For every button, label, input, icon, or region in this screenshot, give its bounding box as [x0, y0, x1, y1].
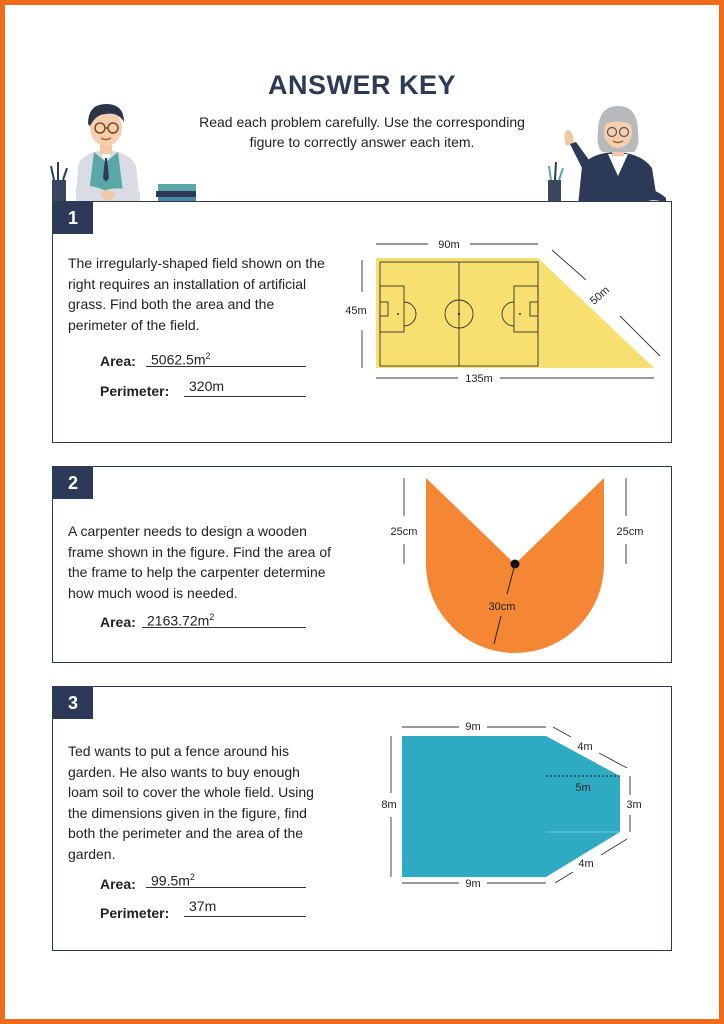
garden-inner-dimension: 5m — [575, 782, 591, 794]
problem-1-area-value: 5062.5m — [151, 351, 206, 368]
garden-figure — [375, 715, 665, 895]
problem-1-perimeter-answer: 320m — [184, 378, 306, 397]
problem-3-perimeter-label: Perimeter: — [100, 905, 170, 921]
instructions: Read each problem carefully. Use the corresponding figure to correctly answer each item. — [199, 114, 525, 150]
problem-3-area-value: 99.5m — [151, 872, 190, 889]
problem-3-area-label: Area: — [100, 876, 136, 892]
problem-2-number: 2 — [53, 467, 93, 499]
problem-3-perimeter-answer: 37m — [184, 898, 306, 917]
problem-1-number: 1 — [53, 202, 93, 234]
frame-right-dimension: 25cm — [616, 526, 644, 538]
problem-2-area-answer — [142, 609, 306, 628]
wooden-frame-figure — [380, 470, 660, 660]
field-slant-dimension: 50m — [588, 284, 612, 308]
problem-3-area-exponent: 2 — [189, 872, 195, 882]
teacher-man-illustration — [48, 96, 198, 206]
garden-left-dimension: 8m — [381, 799, 397, 811]
field-top-dimension: 90m — [438, 239, 460, 251]
problem-3-area-answer — [146, 869, 306, 888]
problem-2-area-label: Area: — [100, 614, 136, 630]
frame-left-dimension: 25cm — [390, 526, 418, 538]
problem-1-text: The irregularly-shaped field shown on the right requires an installation of artificial grass. Find both the area and the perimeter of the field. — [68, 255, 325, 333]
problem-2-text: A carpenter needs to design a wooden frame shown in the figure. Find the area of the frame to help the carpenter determine how much wood is needed. — [68, 523, 332, 601]
frame-diameter-dimension: 30cm — [488, 601, 516, 613]
problem-2-area-exponent: 2 — [209, 612, 215, 622]
soccer-field-figure — [340, 230, 670, 390]
teacher-woman-illustration — [548, 102, 672, 208]
garden-bottom-dimension: 9m — [465, 878, 481, 890]
garden-right-dimension: 3m — [626, 799, 642, 811]
garden-lower-slant-dimension: 4m — [578, 858, 594, 870]
garden-top-dimension: 9m — [465, 721, 481, 733]
page-title: ANSWER KEY — [267, 70, 456, 100]
problem-1-perimeter-label: Perimeter: — [100, 383, 170, 399]
problem-1-area-label: Area: — [100, 353, 136, 369]
field-left-dimension: 45m — [345, 305, 367, 317]
field-bottom-dimension: 135m — [465, 373, 493, 385]
problem-1-area-exponent: 2 — [205, 351, 211, 361]
garden-upper-slant-dimension: 4m — [577, 741, 593, 753]
problem-3-text: Ted wants to put a fence around his garden. He also wants to buy enough loam soil to cover the whole field. Using the dimensions given in the figure, find both the perimeter and the area of the garden. — [68, 743, 314, 862]
problem-3-number: 3 — [53, 687, 93, 719]
problem-2-area-value: 2163.72m — [147, 612, 210, 629]
problem-1-area-answer — [146, 348, 306, 367]
